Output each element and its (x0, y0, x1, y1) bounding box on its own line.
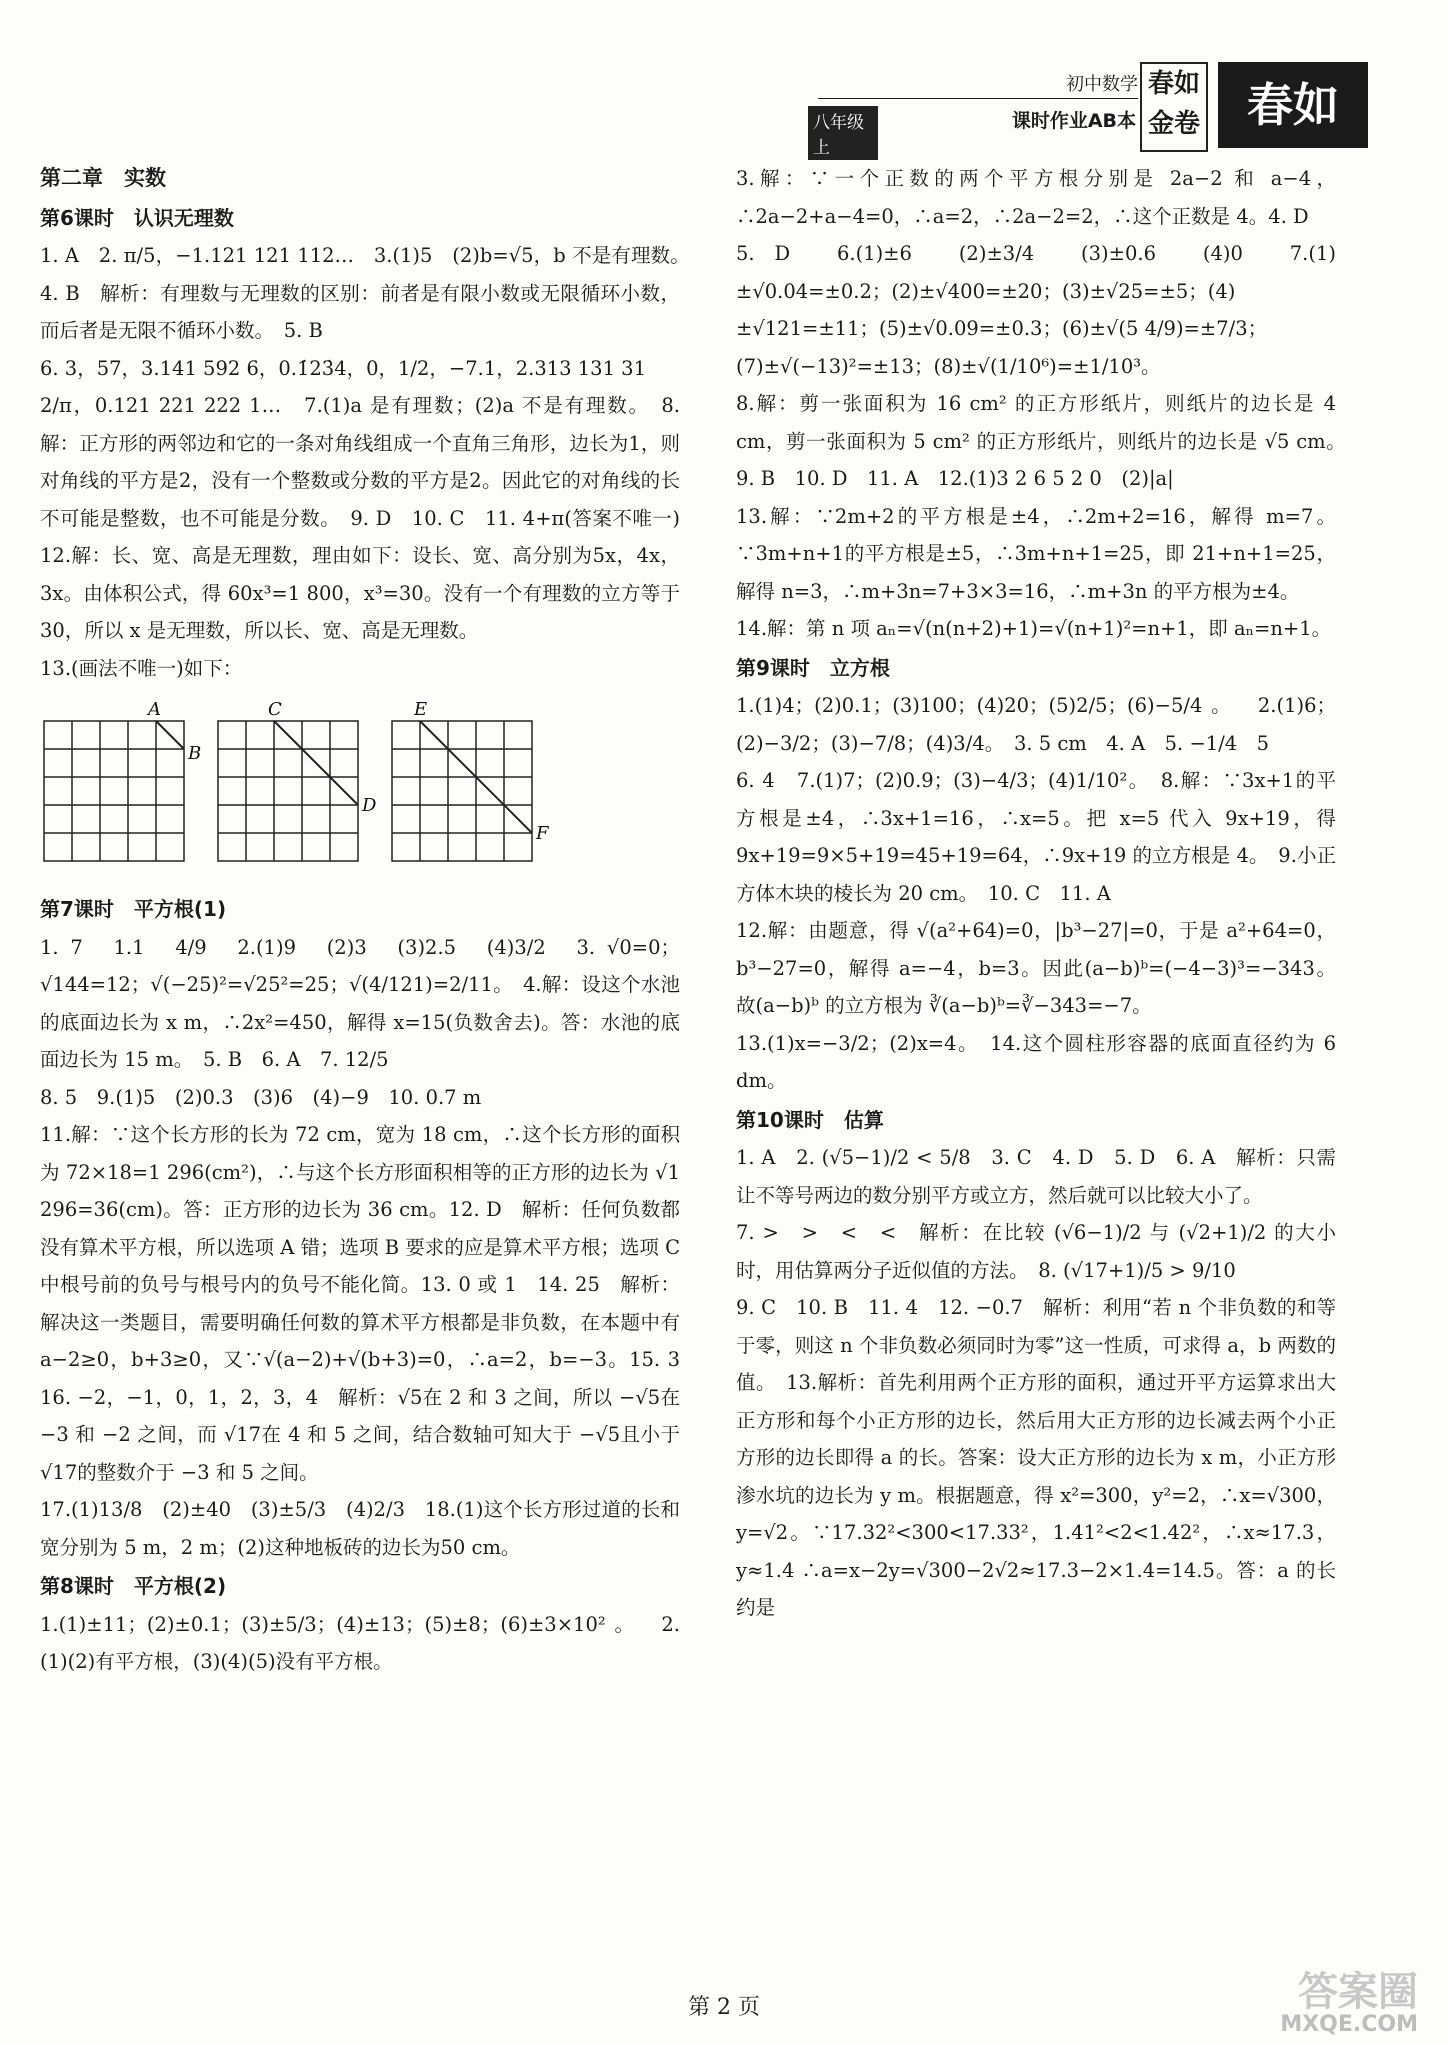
section-title-6: 第6课时 认识无理数 (40, 205, 234, 230)
answer-paragraph: 13.(画法不唯一)如下： (40, 656, 243, 680)
right-column (736, 160, 1356, 1627)
answer-paragraph: 12.解：由题意，得 √(a²+64)=0，|b³−27|=0，于是 a²+64=0，b³−27=0，解得 a=−4，b=3。因此(a−b)ᵇ=(−4−3)³=−343。故(a−b)ᵇ 的立方根为 ∛(a−b)ᵇ=∛−343=−7。 (736, 919, 1336, 1017)
answer-paragraph: 6. 3，57，3.141 592 6，0.1̇23̇4，0，1/2，−7.1，2.313 131 31 (40, 356, 646, 380)
brand-logo: 春如 (1218, 62, 1368, 148)
grid-figure-svg (40, 695, 600, 885)
answer-paragraph: 14.解：第 n 项 aₙ=√(n(n+2)+1)=√(n+1)²=n+1，即 aₙ=n+1。 (736, 617, 1332, 640)
point-label: A (148, 699, 161, 720)
page-number: 第 2 页 (688, 1995, 760, 2020)
chapter-title: 第二章 实数 (40, 166, 166, 190)
section-title-9: 第9课时 立方根 (736, 655, 890, 680)
answer-paragraph: 6. 4 7.(1)7；(2)0.9；(3)−4/3；(4)1/10²。 8.解：∵3x+1的平方根是±4，∴3x+1=16，∴x=5。把 x=5 代入 9x+19，得 9x+19=9×5+19=45+19=64，∴9x+19 的立方根是 4。 9.小正方体木块的棱长为 20 cm。 10. C 11. A (736, 769, 1336, 905)
section-title-8: 第8课时 平方根(2) (40, 1574, 227, 1598)
answer-paragraph: (7)±√(−13)²=±13；(8)±√(1/10⁶)=±1/10³。 (736, 354, 1161, 378)
header (808, 62, 1368, 158)
point-label: D (362, 795, 377, 816)
watermark-url: MXQE.COM (1280, 2012, 1418, 2037)
answer-paragraph: 7. > > < < 解析：在比较 (√6−1)/2 与 (√2+1)/2 的大小时，用估算两分子近似值的方法。 8. (√17+1)/5 > 9/10 (736, 1221, 1336, 1282)
section-title-10: 第10课时 估算 (736, 1107, 884, 1132)
answer-paragraph: 13.(1)x=−3/2；(2)x=4。 14.这个圆柱形容器的底面直径约为 6 dm。 (736, 1031, 1336, 1092)
answer-paragraph: 1.(1)±11；(2)±0.1；(3)±5/3；(4)±13；(5)±8；(6)±3×10²。 2.(1)(2)有平方根，(3)(4)(5)没有平方根。 (40, 1612, 680, 1673)
watermark-logo: 答案圈 (1298, 1969, 1418, 2015)
grade-badge: 八年级上 (808, 106, 878, 160)
answer-paragraph: 1. 7 1.1 4/9 2.(1)9 (2)3 (3)2.5 (4)3/2 3. √0=0；√144=12；√(−25)²=√25²=25；√(4/121)=2/11。 4.解：设这个水池的底面边长为 x m，∴2x²=450，解得 x=15(负数舍去)。答：水池的底面边长为 15 m。 5. B 6. A 7. 12/5 (40, 935, 680, 1071)
point-label: E (414, 699, 428, 720)
answer-paragraph: 13.解：∵2m+2的平方根是±4，∴2m+2=16，解得 m=7。∵3m+n+1的平方根是±5，∴3m+n+1=25，即 21+n+1=25，解得 n=3，∴m+3n=7+3×3=16，∴m+3n 的平方根为±4。 (736, 504, 1336, 603)
point-label: B (188, 743, 202, 764)
answer-paragraph: 17.(1)13/8 (2)±40 (3)±5/3 (4)2/3 18.(1)这个长方形过道的长和宽分别为 5 m，2 m；(2)这种地板砖的边长为50 cm。 (40, 1498, 680, 1559)
answer-paragraph: 1. A 2. (√5−1)/2 < 5/8 3. C 4. D 5. D 6. A 解析：只需让不等号两边的数分别平方或立方，然后就可以比较大小了。 (736, 1146, 1336, 1207)
answer-paragraph: 5. D 6.(1)±6 (2)±3/4 (3)±0.6 (4)0 7.(1)±√0.04=±0.2；(2)±√400=±20；(3)±√25=±5；(4)±√121=±11；(5)±√0.09=±0.3；(6)±√(5 4/9)=±7/3； (736, 242, 1336, 340)
left-column (40, 160, 700, 1681)
header-rule (818, 98, 1138, 99)
point-label: C (268, 699, 282, 720)
section-title-7: 第7课时 平方根(1) (40, 897, 227, 921)
course-title: 课时作业AB本 (1011, 110, 1136, 132)
point-label: F (536, 823, 549, 844)
grid-figures (40, 695, 680, 885)
answer-paragraph: 1.(1)4；(2)0.1；(3)100；(4)20；(5)2/5；(6)−5/4。 2.(1)6；(2)−3/2；(3)−7/8；(4)3/4。 3. 5 cm 4. A 5. −1/4 5 (736, 694, 1336, 755)
answer-paragraph: 3.解：∵一个正数的两个平方根分别是 2a−2 和 a−4，∴2a−2+a−4=0，∴a=2，∴2a−2=2，∴这个正数是 4。4. D (736, 167, 1336, 228)
answer-paragraph: 8.解：剪一张面积为 16 cm² 的正方形纸片，则纸片的边长是 4 cm，剪一张面积为 5 cm² 的正方形纸片，则纸片的边长是 √5 cm。 9. B 10. D 11. A 12.(1)3 2 6 5 2 0 (2)|a| (736, 392, 1356, 490)
subject-label: 初中数学 (1066, 74, 1138, 95)
brand-box: 春如金卷 (1140, 62, 1208, 152)
answer-paragraph: 9. C 10. B 11. 4 12. −0.7 解析：利用“若 n 个非负数的和等于零，则这 n 个非负数必须同时为零”这一性质，可求得 a，b 两数的值。 13.解析：首先利用两个正方形的面积，通过开平方运算求出大正方形和每个小正方形的边长，然后用大正方形的边长减去两个小正方形的边长即得 a 的长。答案：设大正方形的边长为 x m，小正方形渗水坑的边长为 y m。根据题意，得 x²=300，y²=2，∴x=√300，y=√2。∵17.32²<300<17.33²，1.41²<2<1.42²，∴x≈17.3，y≈1.4 ∴a=x−2y=√300−2√2≈17.3−2×1.4=14.5。答：a 的长约是 (736, 1296, 1336, 1619)
answer-paragraph: 11.解：∵这个长方形的长为 72 cm，宽为 18 cm，∴这个长方形的面积为 72×18=1 296(cm²)，∴与这个长方形面积相等的正方形的边长为 √1 296=36(cm)。答：正方形的边长为 36 cm。12. D 解析：任何负数都没有算术平方根，所以选项 A 错；选项 B 要求的应是算术平方根；选项 C 中根号前的负号与根号内的负号不能化简。13. 0 或 1 14. 25 解析：解决这一类题目，需要明确任何数的算术平方根都是非负数，在本题中有 a−2≥0，b+3≥0，又∵√(a−2)+√(b+3)=0，∴a=2，b=−3。15. 3 16. −2，−1，0，1，2，3，4 解析：√5在 2 和 3 之间，所以 −√5在 −3 和 −2 之间，而 √17在 4 和 5 之间，结合数轴可知大于 −√5且小于 √17的整数介于 −3 和 5 之间。 (40, 1123, 700, 1484)
answer-paragraph: 2/π，0.121 221 222 1… 7.(1)a 是有理数；(2)a 不是有理数。 8.解：正方形的两邻边和它的一条对角线组成一个直角三角形，边长为1，则对角线的平方是2，没有一个整数或分数的平方是2。因此它的对角线的长不可能是整数，也不可能是分数。 9. D 10. C 11. 4+π(答案不唯一) 12.解：长、宽、高是无理数，理由如下：设长、宽、高分别为5x，4x，3x。由体积公式，得 60x³=1 800，x³=30。没有一个有理数的立方等于30，所以 x 是无理数，所以长、宽、高是无理数。 (40, 394, 700, 642)
answer-paragraph: 1. A 2. π/5，−1.121 121 112… 3.(1)5 (2)b=√5，b 不是有理数。 4. B 解析：有理数与无理数的区别：前者是有限小数或无限循环小数，而后者是无限不循环小数。 5. B (40, 244, 700, 342)
answer-paragraph: 8. 5 9.(1)5 (2)0.3 (3)6 (4)−9 10. 0.7 m (40, 1085, 482, 1109)
